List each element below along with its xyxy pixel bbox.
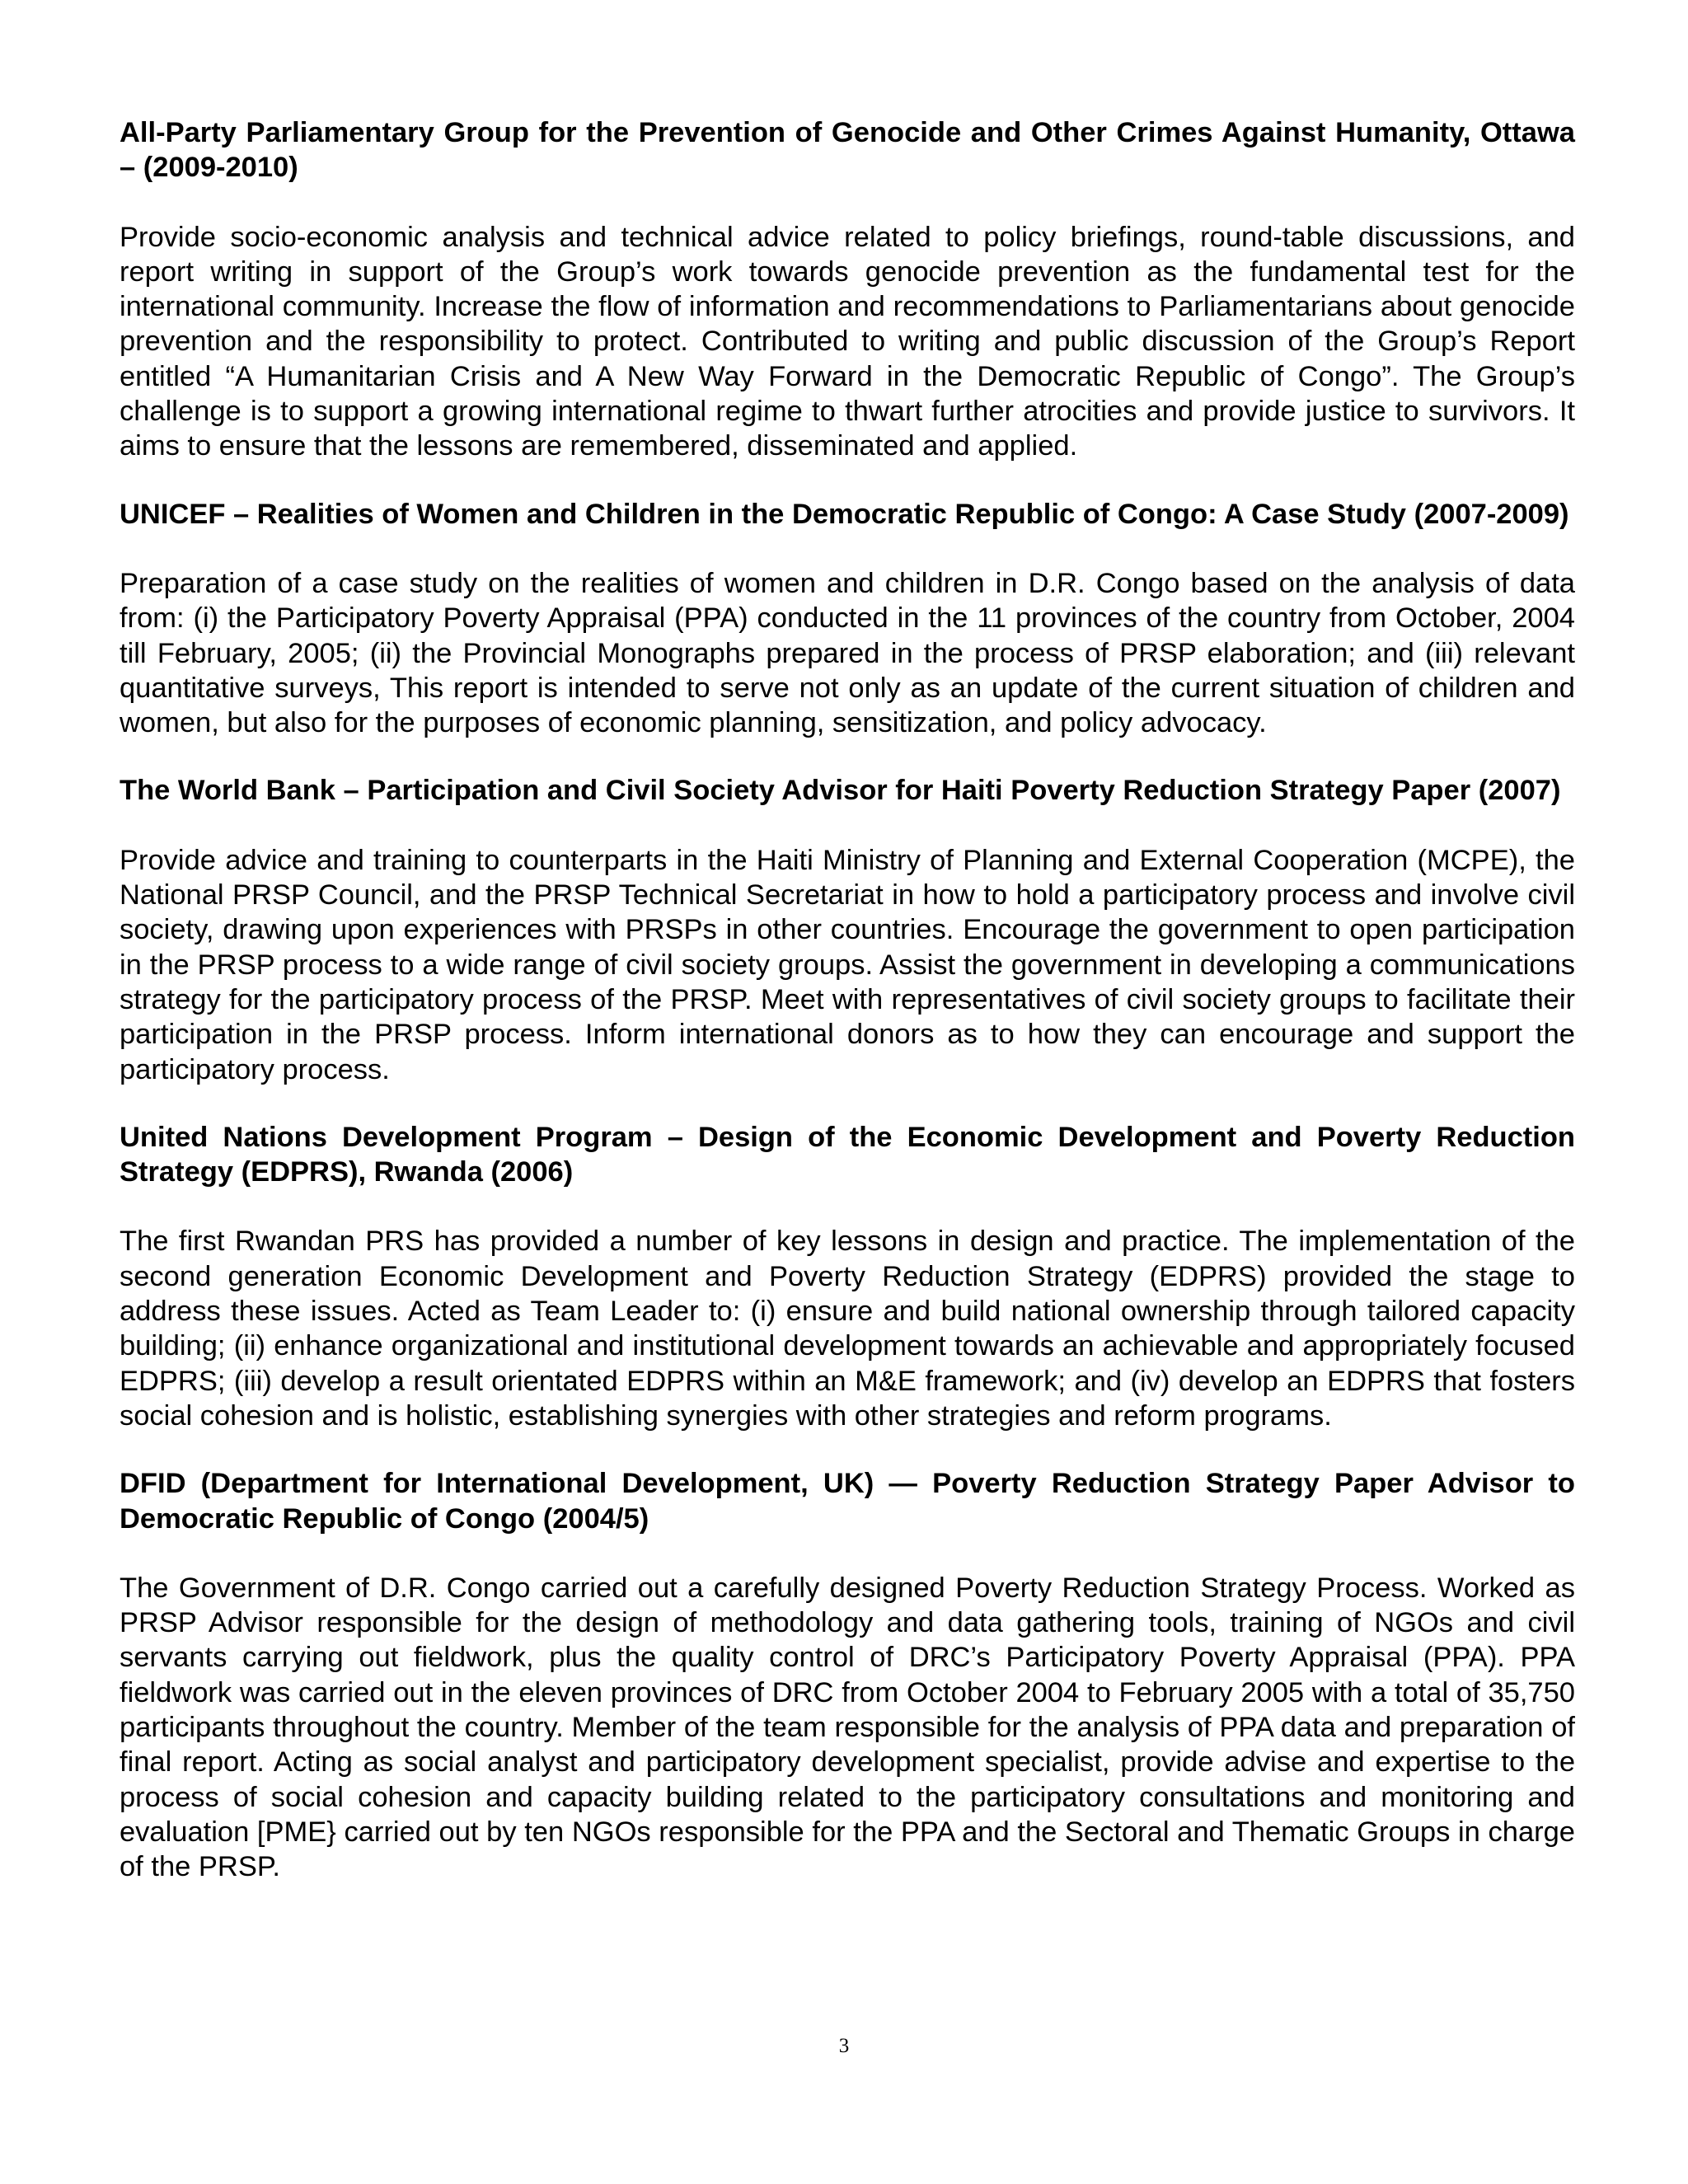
section-body: Provide advice and training to counterparts in the Haiti Ministry of Planning and External Cooperation (MCPE), the National PRSP Council, and the PRSP Technical Secretariat in how to hold a participatory process and involve civil society, drawing upon experiences with PRSPs in other countries. Encourage the government to open participation in the PRSP process to a wide range of civil society groups. Assist the government in developing a communications strategy for the participatory process of the PRSP. Meet with representatives of civil society groups to facilitate their participation in the PRSP process. Inform international donors as to how they can encourage and support the participatory process. bbox=[120, 844, 1575, 1085]
section-body: Provide socio-economic analysis and technical advice related to policy briefings, round-table discussions, and report writing in support of the Group’s work towards genocide prevention as the fundamental test for the international community. Increase the flow of information and recommendations to Parliamentarians about genocide prevention and the responsibility to protect. Contributed to writing and public discussion of the Group’s Report entitled “A Humanitarian Crisis and A New Way Forward in the Democratic Republic of Congo”. The Group’s challenge is to support a growing international regime to thwart further atrocities and provide justice to survivors. It aims to ensure that the lessons are remembered, disseminated and applied. bbox=[120, 221, 1575, 462]
section-body: The Government of D.R. Congo carried out a carefully designed Poverty Reduction Strategy Process. Worked as PRSP Advisor responsible for the design of methodology and data gathering tools, training of NGOs and civil servants carrying out fieldwork, plus the quality control of DRC’s Participatory Poverty Appraisal (PPA). PPA fieldwork was carried out in the eleven provinces of DRC from October 2004 to February 2005 with a total of 35,750 participants throughout the country. Member of the team responsible for the analysis of PPA data and preparation of final report. Acting as social analyst and participatory development specialist, provide advise and expertise to the process of social cohesion and capacity building related to the participatory consultations and monitoring and evaluation [PME} carried out by ten NGOs responsible for the PPA and the Sectoral and Thematic Groups in charge of the PRSP. bbox=[120, 1572, 1575, 1883]
page-number: 3 bbox=[838, 2035, 850, 2057]
section-heading: United Nations Development Program – Design of the Economic Development and Poverty Reduction Strategy (EDPRS), Rwanda (2006) bbox=[120, 1121, 1575, 1188]
document-page bbox=[120, 115, 1575, 1917]
section-heading: DFID (Department for International Development, UK) — Poverty Reduction Strategy Paper Advisor to Democratic Republic of Congo (2004/5) bbox=[120, 1468, 1575, 1535]
section-apg-genocide-prevention bbox=[120, 115, 1575, 464]
section-heading: UNICEF – Realities of Women and Children in the Democratic Republic of Congo: A Case Study (2007-2009) bbox=[120, 498, 1569, 530]
section-dfid-drc bbox=[120, 1466, 1575, 1884]
section-heading: The World Bank – Participation and Civil Society Advisor for Haiti Poverty Reduction Strategy Paper (2007) bbox=[120, 775, 1561, 807]
section-unicef-case-study bbox=[120, 497, 1575, 741]
section-undp-rwanda bbox=[120, 1120, 1575, 1433]
section-body: The first Rwandan PRS has provided a number of key lessons in design and practice. The implementation of the second generation Economic Development and Poverty Reduction Strategy (EDPRS) provided the stage to address these issues. Acted as Team Leader to: (i) ensure and build national ownership through tailored capacity building; (ii) enhance organizational and institutional development towards an achievable and appropriately focused EDPRS; (iii) develop a result orientated EDPRS within an M&E framework; and (iv) develop an EDPRS that fosters social cohesion and is holistic, establishing synergies with other strategies and reform programs. bbox=[120, 1226, 1575, 1432]
section-heading: All-Party Parliamentary Group for the Prevention of Genocide and Other Crimes Against Humanity, Ottawa – (2009-2010) bbox=[120, 117, 1575, 184]
section-world-bank-haiti bbox=[120, 773, 1575, 1086]
section-body: Preparation of a case study on the realities of women and children in D.R. Congo based on the analysis of data from: (i) the Participatory Poverty Appraisal (PPA) conducted in the 11 provinces of the country from October, 2004 till February, 2005; (ii) the Provincial Monographs prepared in the process of PRSP elaboration; and (iii) relevant quantitative surveys, This report is intended to serve not only as an update of the current situation of children and women, but also for the purposes of economic planning, sensitization, and policy advocacy. bbox=[120, 567, 1575, 739]
